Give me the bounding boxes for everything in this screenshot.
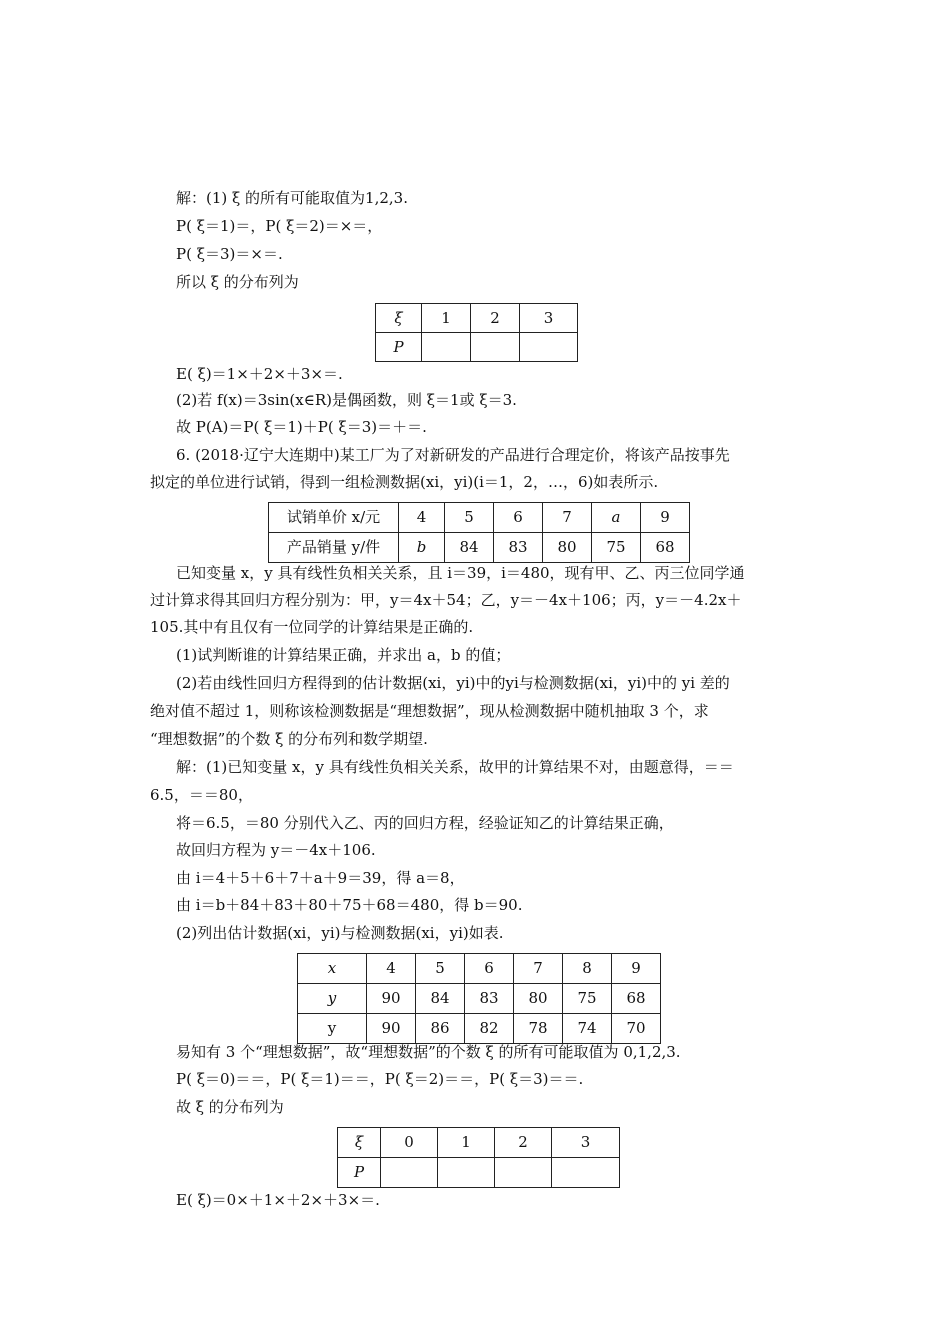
table-cell: x bbox=[298, 954, 367, 984]
table-cell: 1 bbox=[438, 1128, 495, 1158]
table-row bbox=[269, 503, 690, 533]
table-cell: 8 bbox=[563, 954, 612, 984]
solution-6-line-2: 6.5，＝＝80， bbox=[150, 786, 253, 804]
table-cell: ξ bbox=[376, 304, 422, 333]
table-cell: 9 bbox=[612, 954, 661, 984]
table-cell: 75 bbox=[592, 533, 641, 563]
probability-line-1: P( ξ＝1)＝，P( ξ＝2)＝×＝， bbox=[176, 217, 383, 235]
table-cell: 80 bbox=[543, 533, 592, 563]
part2-line-2: 故 P(A)＝P( ξ＝1)＋P( ξ＝3)＝＋＝. bbox=[176, 418, 427, 436]
table-cell: b bbox=[399, 533, 445, 563]
table-row bbox=[298, 954, 661, 984]
table-row bbox=[338, 1158, 620, 1188]
solution-6-line-8: 易知有 3 个“理想数据”，故“理想数据”的个数 ξ 的所有可能取值为 0,1,2,3. bbox=[176, 1043, 681, 1061]
distribution-intro: 所以 ξ 的分布列为 bbox=[176, 273, 299, 291]
table-row bbox=[338, 1128, 620, 1158]
table-row bbox=[376, 304, 578, 333]
table-cell: P bbox=[338, 1158, 381, 1188]
table-cell: 82 bbox=[465, 1014, 514, 1044]
table-row bbox=[269, 533, 690, 563]
solution-6-line-4: 故回归方程为 y＝－4x＋106. bbox=[176, 841, 376, 859]
table-cell: 74 bbox=[563, 1014, 612, 1044]
table-cell: 3 bbox=[552, 1128, 620, 1158]
question-1: (1)试判断谁的计算结果正确，并求出 a，b 的值； bbox=[176, 646, 511, 664]
table-cell: 4 bbox=[367, 954, 416, 984]
solution-line-1: 解：(1) ξ 的所有可能取值为1,2,3. bbox=[176, 189, 408, 207]
table-row bbox=[376, 333, 578, 362]
table-cell: 70 bbox=[612, 1014, 661, 1044]
table-cell bbox=[495, 1158, 552, 1188]
problem-6-line-2: 拟定的单位进行试销，得到一组检测数据(xi，yi)(i＝1，2，…，6)如表所示. bbox=[150, 473, 659, 491]
table-cell: 0 bbox=[381, 1128, 438, 1158]
table-cell bbox=[381, 1158, 438, 1188]
table-cell bbox=[438, 1158, 495, 1188]
table-cell: 试销单价 x/元 bbox=[269, 503, 399, 533]
table-cell: 5 bbox=[445, 503, 494, 533]
solution-6-line-5: 由 i＝4＋5＋6＋7＋a＋9＝39，得 a＝8， bbox=[176, 869, 465, 887]
table-cell: 84 bbox=[416, 984, 465, 1014]
table-cell: 4 bbox=[399, 503, 445, 533]
solution-6-line-9: P( ξ＝0)＝＝，P( ξ＝1)＝＝，P( ξ＝2)＝＝，P( ξ＝3)＝＝. bbox=[176, 1070, 584, 1088]
table-cell: y bbox=[298, 1014, 367, 1044]
table-cell: 5 bbox=[416, 954, 465, 984]
table-cell bbox=[552, 1158, 620, 1188]
table-row bbox=[298, 984, 661, 1014]
problem-6-line-5: 105.其中有且仅有一位同学的计算结果是正确的. bbox=[150, 618, 474, 636]
question-2-line-3: “理想数据”的个数 ξ 的分布列和数学期望. bbox=[150, 730, 428, 748]
table-cell: 83 bbox=[465, 984, 514, 1014]
table-cell: 9 bbox=[641, 503, 690, 533]
table-cell: P bbox=[376, 333, 422, 362]
table-cell: 90 bbox=[367, 984, 416, 1014]
table-row bbox=[298, 1014, 661, 1044]
table-cell: 68 bbox=[641, 533, 690, 563]
problem-6-line-4: 过计算求得其回归方程分别为：甲，y＝4x＋54；乙，y＝－4x＋106；丙，y＝－4.2x＋ bbox=[150, 591, 742, 609]
table-cell bbox=[471, 333, 520, 362]
table-cell: 3 bbox=[520, 304, 578, 333]
table-cell: 产品销量 y/件 bbox=[269, 533, 399, 563]
problem-6-line-3: 已知变量 x，y 具有线性负相关关系，且 i＝39，i＝480，现有甲、乙、丙三位同学通 bbox=[176, 564, 745, 582]
distribution-table-1 bbox=[375, 303, 578, 362]
estimate-comparison-table bbox=[297, 953, 661, 1044]
solution-6-line-7: (2)列出估计数据(xi，yi)与检测数据(xi，yi)如表. bbox=[176, 924, 504, 942]
table-cell: 7 bbox=[514, 954, 563, 984]
solution-6-line-6: 由 i＝b＋84＋83＋80＋75＋68＝480，得 b＝90. bbox=[176, 896, 523, 914]
sales-data-table bbox=[268, 502, 690, 563]
table-cell: a bbox=[592, 503, 641, 533]
table-cell: 75 bbox=[563, 984, 612, 1014]
problem-6-line-1: 6. (2018·辽宁大连期中)某工厂为了对新研发的产品进行合理定价，将该产品按事先 bbox=[176, 446, 730, 464]
table-cell: 68 bbox=[612, 984, 661, 1014]
table-cell: 86 bbox=[416, 1014, 465, 1044]
table-cell: 83 bbox=[494, 533, 543, 563]
probability-line-2: P( ξ＝3)＝×＝. bbox=[176, 245, 283, 263]
table-cell: 84 bbox=[445, 533, 494, 563]
expectation-line-1: E( ξ)＝1×＋2×＋3×＝. bbox=[176, 365, 343, 383]
question-2-line-2: 绝对值不超过 1，则称该检测数据是“理想数据”，现从检测数据中随机抽取 3 个，求 bbox=[150, 702, 709, 720]
table-cell bbox=[520, 333, 578, 362]
part2-line-1: (2)若 f(x)＝3sin(x∈R)是偶函数，则 ξ＝1或 ξ＝3. bbox=[176, 391, 517, 409]
distribution-table-2 bbox=[337, 1127, 620, 1188]
table-cell: 6 bbox=[465, 954, 514, 984]
table-cell: 80 bbox=[514, 984, 563, 1014]
solution-6-line-1: 解：(1)已知变量 x，y 具有线性负相关关系，故甲的计算结果不对，由题意得，＝＝ bbox=[176, 758, 734, 776]
table-cell: ξ bbox=[338, 1128, 381, 1158]
table-cell bbox=[422, 333, 471, 362]
table-cell: y bbox=[298, 984, 367, 1014]
table-cell: 2 bbox=[471, 304, 520, 333]
solution-6-line-3: 将＝6.5，＝80 分别代入乙、丙的回归方程，经验证知乙的计算结果正确， bbox=[176, 814, 674, 832]
table-cell: 78 bbox=[514, 1014, 563, 1044]
expectation-line-2: E( ξ)＝0×＋1×＋2×＋3×＝. bbox=[176, 1191, 380, 1209]
table-cell: 7 bbox=[543, 503, 592, 533]
solution-6-line-10: 故 ξ 的分布列为 bbox=[176, 1098, 284, 1116]
table-cell: 2 bbox=[495, 1128, 552, 1158]
table-cell: 90 bbox=[367, 1014, 416, 1044]
question-2-line-1: (2)若由线性回归方程得到的估计数据(xi，yi)中的yi与检测数据(xi，yi)中的 yi 差的 bbox=[176, 674, 730, 692]
table-cell: 1 bbox=[422, 304, 471, 333]
table-cell: 6 bbox=[494, 503, 543, 533]
